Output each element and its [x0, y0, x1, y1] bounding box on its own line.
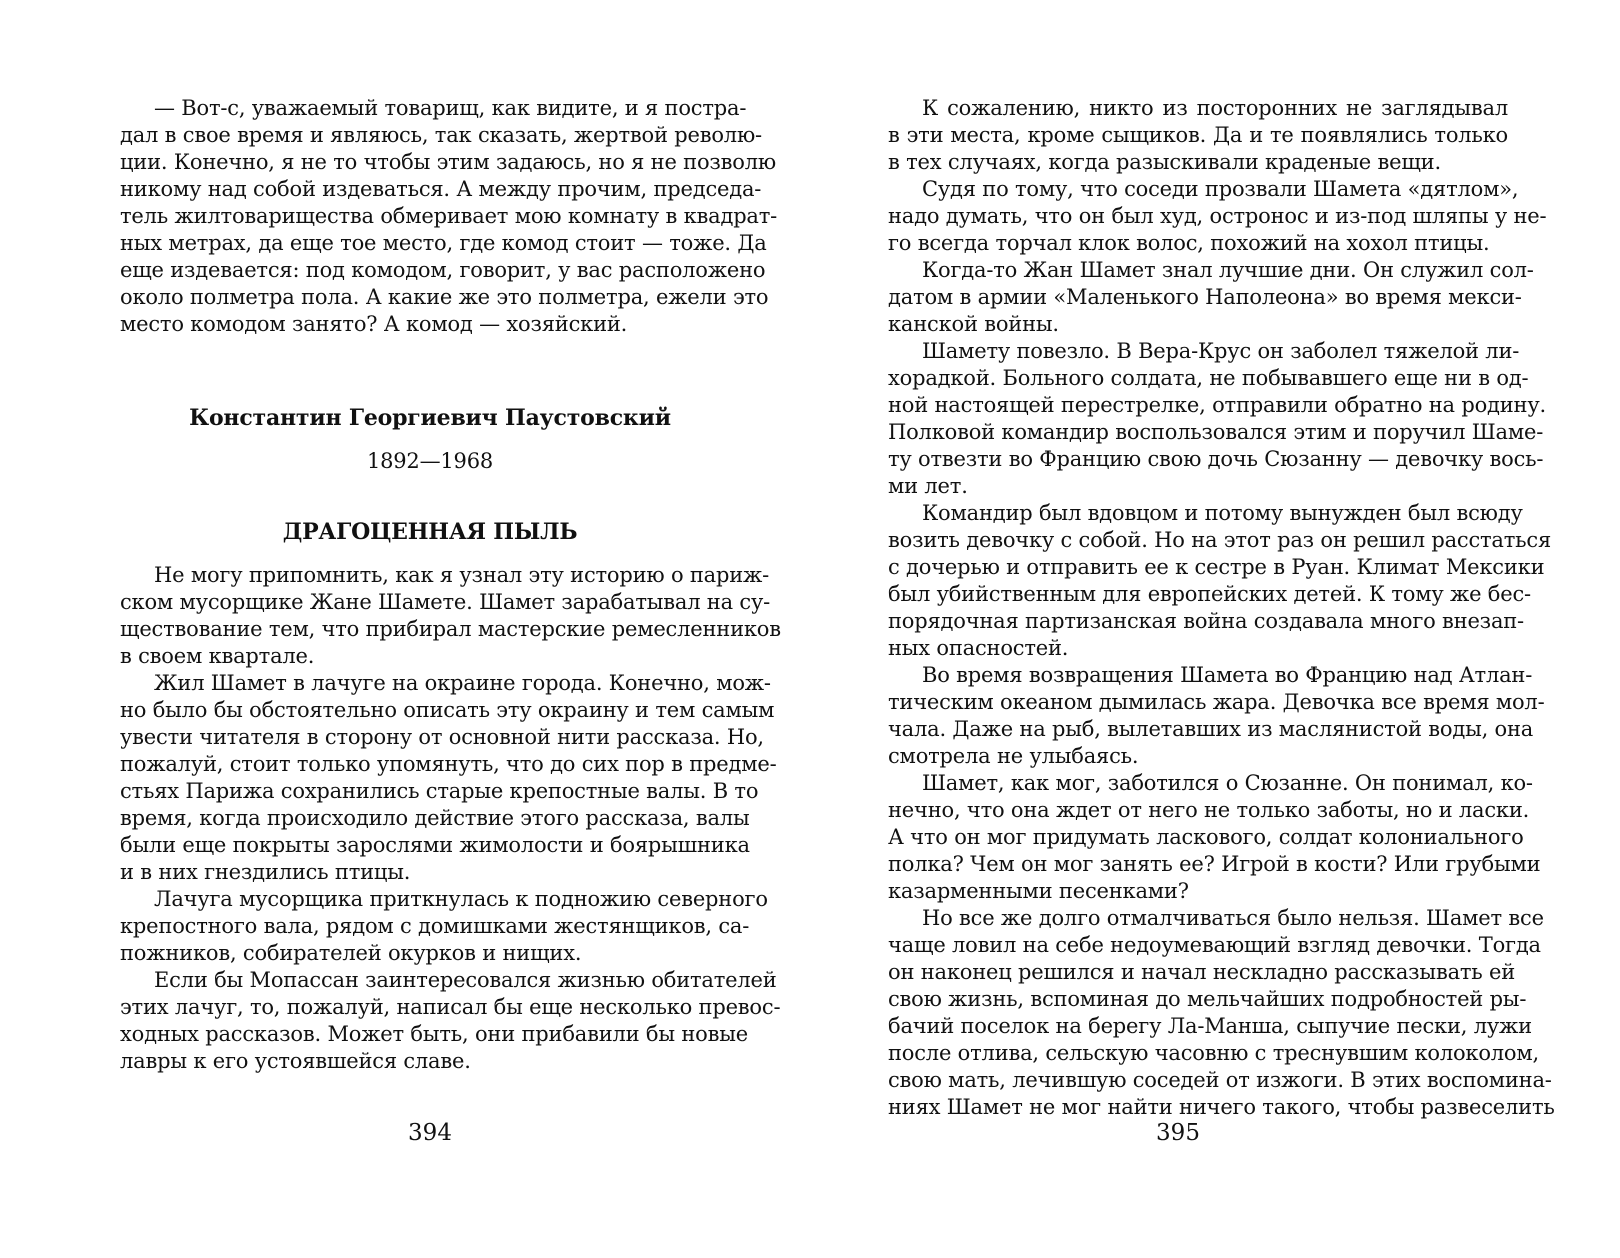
text-line: — Вот-с, уважаемый товарищ, как видите, и я постра-: [154, 96, 747, 120]
text-line: крепостного вала, рядом с домишками жестянщиков, са-: [120, 914, 750, 938]
text-line: ми лет.: [888, 474, 968, 498]
paragraph: [888, 257, 1534, 338]
text-line: увести читателя в сторону от основной нити рассказа. Но,: [120, 725, 764, 749]
text-line: Шамет, как мог, заботился о Сюзанне. Он понимал, ко-: [922, 771, 1533, 795]
paragraph: [120, 670, 777, 886]
text-line: Жил Шамет в лачуге на окраине города. Конечно, мож-: [154, 671, 771, 695]
text-line: лавры к его устоявшейся славе.: [120, 1049, 471, 1073]
text-line: ту отвезти во Францию свою дочь Сюзанну — девочку вось-: [888, 447, 1544, 471]
paragraph: [888, 95, 1508, 176]
text-line: Полковой командир воспользовался этим и поручил Шаме-: [888, 420, 1544, 444]
paragraph: [120, 886, 768, 967]
paragraph: [120, 562, 781, 670]
text-line: ных метрах, да еще тое место, где комод стоит — тоже. Да: [120, 231, 767, 255]
text-line: казарменными песенками?: [888, 879, 1189, 903]
intro-paragraph: [120, 95, 778, 338]
text-line: этих лачуг, то, пожалуй, написал бы еще несколько превос-: [120, 995, 781, 1019]
text-line: чаще ловил на себе недоумевающий взгляд девочки. Тогда: [888, 933, 1541, 957]
author-years: 1892—1968: [366, 449, 494, 473]
story-title: ДРАГОЦЕННАЯ ПЫЛЬ: [282, 519, 578, 545]
text-line: еще издевается: под комодом, говорит, у вас расположено: [120, 258, 766, 282]
right-page: [810, 0, 1620, 1258]
text-line: и в них гнездились птицы.: [120, 860, 411, 884]
text-line: надо думать, что он был худ, остронос и из-под шляпы у не-: [888, 204, 1547, 228]
text-line: Лачуга мусорщика приткнулась к подножию северного: [154, 887, 768, 911]
text-line: дал в свое время и являюсь, так сказать, жертвой револю-: [120, 123, 762, 147]
paragraph: [120, 967, 781, 1075]
text-line: ной настоящей перестрелке, отправили обратно на родину.: [888, 393, 1546, 417]
text-line: Командир был вдовцом и потому вынужден был всюду: [922, 501, 1523, 525]
text-line: К сожалению, никто из посторонних не заглядывал: [922, 96, 1508, 120]
text-line: после отлива, сельскую часовню с треснувшим колоколом,: [888, 1041, 1539, 1065]
text-line: в тех случаях, когда разыскивали краденые вещи.: [888, 150, 1441, 174]
text-line: нечно, что она ждет от него не только заботы, но и ласки.: [888, 798, 1530, 822]
text-line: никому над собой издеваться. А между прочим, председа-: [120, 177, 762, 201]
text-line: около полметра пола. А какие же это полметра, ежели это: [120, 285, 769, 309]
text-line: возить девочку с собой. Но на этот раз он решил расстаться: [888, 528, 1552, 552]
text-line: в эти места, кроме сыщиков. Да и те появлялись только: [888, 123, 1508, 147]
text-line: А что он мог придумать ласкового, солдат колониального: [888, 825, 1524, 849]
paragraph: [888, 176, 1547, 257]
text-line: чала. Даже на рыб, вылетавших из маслянистой воды, она: [888, 717, 1534, 741]
text-line: хорадкой. Больного солдата, не побывавшего еще ни в од-: [888, 366, 1529, 390]
text-line: тель жилтоварищества обмеривает мою комнату в квадрат-: [120, 204, 778, 228]
text-line: ском мусорщике Жане Шамете. Шамет зарабатывал на су-: [120, 590, 771, 614]
left-text-column: [120, 95, 781, 1075]
text-line: но было бы обстоятельно описать эту окраину и тем самым: [120, 698, 775, 722]
text-line: ществование тем, что прибирал мастерские ремесленников: [120, 617, 781, 641]
text-line: Не могу припомнить, как я узнал эту историю о париж-: [154, 563, 770, 587]
text-line: он наконец решился и начал нескладно рассказывать ей: [888, 960, 1516, 984]
text-line: Шамету повезло. В Вера-Крус он заболел тяжелой ли-: [922, 339, 1520, 363]
text-line: свою жизнь, вспоминая до мельчайших подробностей ры-: [888, 987, 1527, 1011]
text-line: место комодом занято? А комод — хозяйский.: [120, 312, 628, 336]
text-line: Но все же долго отмалчиваться было нельзя. Шамет все: [922, 906, 1544, 930]
page-number: 395: [1156, 1120, 1200, 1146]
text-line: Во время возвращения Шамета во Францию над Атлан-: [922, 663, 1533, 687]
right-text-column: [888, 95, 1555, 1121]
text-line: пожников, собирателей окурков и нищих.: [120, 941, 582, 965]
paragraph: [888, 662, 1545, 770]
text-line: бачий поселок на берегу Ла-Манша, сыпучие пески, лужи: [888, 1014, 1532, 1038]
text-line: ных опасностей.: [888, 636, 1069, 660]
author-name: Константин Георгиевич Паустовский: [189, 405, 671, 431]
text-line: время, когда происходило действие этого рассказа, валы: [120, 806, 750, 830]
paragraph: [888, 338, 1546, 500]
text-line: стьях Парижа сохранились старые крепостные валы. В то: [120, 779, 759, 803]
text-line: полка? Чем он мог занять ее? Игрой в кости? Или грубыми: [888, 852, 1541, 876]
text-line: Когда-то Жан Шамет знал лучшие дни. Он служил сол-: [922, 258, 1534, 282]
text-line: датом в армии «Маленького Наполеона» во время мекси-: [888, 285, 1522, 309]
paragraph: [888, 905, 1555, 1121]
text-line: порядочная партизанская война создавала много внезап-: [888, 609, 1524, 633]
paragraph: [888, 500, 1552, 662]
text-line: Если бы Мопассан заинтересовался жизнью обитателей: [154, 968, 777, 992]
text-line: с дочерью и отправить ее к сестре в Руан. Климат Мексики: [888, 555, 1545, 579]
text-line: свою мать, лечившую соседей от изжоги. В этих воспомина-: [888, 1068, 1552, 1092]
text-line: в своем квартале.: [120, 644, 315, 668]
text-line: го всегда торчал клок волос, похожий на хохол птицы.: [888, 231, 1490, 255]
paragraph: [888, 770, 1541, 905]
text-line: канской войны.: [888, 312, 1059, 336]
text-line: был убийственным для европейских детей. К тому же бес-: [888, 582, 1531, 606]
text-line: ниях Шамет не мог найти ничего такого, чтобы развеселить: [888, 1095, 1555, 1119]
text-line: тическим океаном дымилась жара. Девочка все время мол-: [888, 690, 1545, 714]
page-number: 394: [408, 1120, 452, 1146]
text-line: Судя по тому, что соседи прозвали Шамета «дятлом»,: [922, 177, 1519, 201]
text-line: ции. Конечно, я не то чтобы этим задаюсь, но я не позволю: [120, 150, 776, 174]
text-line: смотрела не улыбаясь.: [888, 744, 1139, 768]
text-line: ходных рассказов. Может быть, они прибавили бы новые: [120, 1022, 748, 1046]
text-line: пожалуй, стоит только упомянуть, что до сих пор в предме-: [120, 752, 777, 776]
text-line: были еще покрыты зарослями жимолости и боярышника: [120, 833, 750, 857]
